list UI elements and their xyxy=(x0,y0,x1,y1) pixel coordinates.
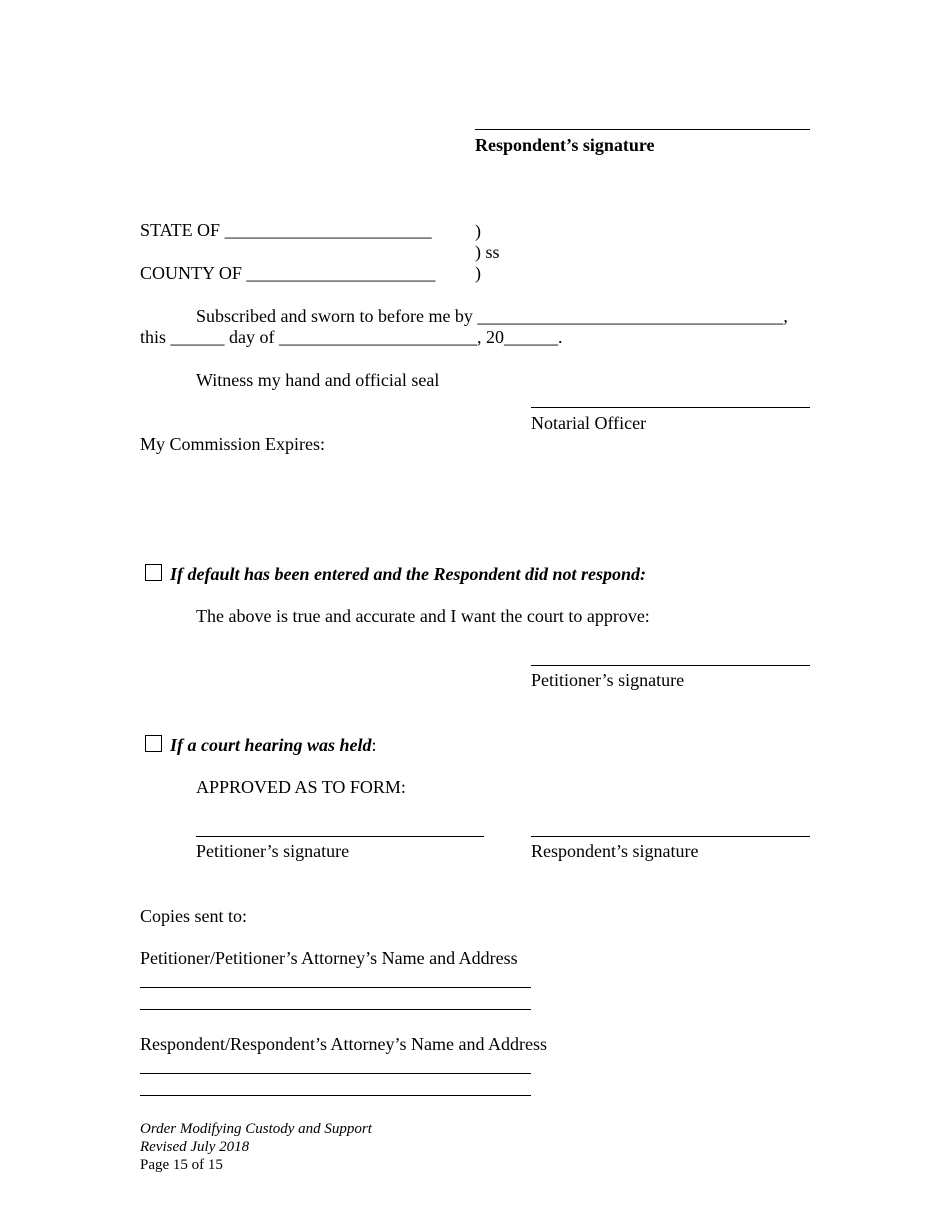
footer-revised: Revised July 2018 xyxy=(140,1139,250,1155)
state-of-field[interactable] xyxy=(140,219,432,241)
subscribed-sworn-line[interactable]: Subscribed and sworn to before me by __________________________________, xyxy=(196,306,788,326)
county-label: COUNTY OF xyxy=(140,263,242,283)
default-petitioner-signature-label: Petitioner’s signature xyxy=(531,670,685,690)
notary-signature-line[interactable] xyxy=(531,407,810,408)
state-blank: _______________________ xyxy=(224,220,432,240)
default-petitioner-signature-line[interactable] xyxy=(531,665,810,666)
respondent-address-line-1[interactable] xyxy=(140,1073,531,1074)
footer-page-number: Page 15 of 15 xyxy=(140,1157,223,1173)
hearing-respondent-signature-label: Respondent’s signature xyxy=(531,841,699,861)
default-heading: If default has been entered and the Respondent did not respond: xyxy=(170,564,647,584)
hearing-heading-colon: : xyxy=(371,735,377,755)
county-of-field[interactable] xyxy=(140,262,435,284)
hearing-petitioner-signature-label: Petitioner’s signature xyxy=(196,841,350,861)
petitioner-address-line-2[interactable] xyxy=(140,1009,531,1010)
copies-sent-to: Copies sent to: xyxy=(140,906,247,926)
petitioner-attorney-heading: Petitioner/Petitioner’s Attorney’s Name and Address xyxy=(140,948,518,968)
default-checkbox[interactable] xyxy=(145,564,162,581)
witness-statement: Witness my hand and official seal xyxy=(196,370,440,390)
respondent-signature-label: Respondent’s signature xyxy=(475,135,655,155)
hearing-checkbox[interactable] xyxy=(145,735,162,752)
commission-expires: My Commission Expires: xyxy=(140,434,326,454)
respondent-address-line-2[interactable] xyxy=(140,1095,531,1096)
day-of-line[interactable]: this ______ day of ______________________, 20______. xyxy=(140,327,563,347)
hearing-respondent-signature-line[interactable] xyxy=(531,836,810,837)
respondent-attorney-heading: Respondent/Respondent’s Attorney’s Name and Address xyxy=(140,1034,547,1054)
approved-as-to-form: APPROVED AS TO FORM: xyxy=(196,777,406,797)
hearing-petitioner-signature-line[interactable] xyxy=(196,836,484,837)
venue-paren-ss: ) ss xyxy=(475,242,500,262)
footer-doc-title: Order Modifying Custody and Support xyxy=(140,1121,372,1137)
default-statement: The above is true and accurate and I want the court to approve: xyxy=(196,606,650,626)
respondent-signature-line[interactable] xyxy=(475,129,810,130)
state-label: STATE OF xyxy=(140,220,221,240)
notary-label: Notarial Officer xyxy=(531,413,647,433)
petitioner-address-line-1[interactable] xyxy=(140,987,531,988)
venue-paren-3: ) xyxy=(475,263,481,283)
venue-paren-1: ) xyxy=(475,221,481,241)
county-blank: _____________________ xyxy=(246,263,436,283)
hearing-heading-text: If a court hearing was held xyxy=(170,735,372,755)
hearing-heading xyxy=(170,734,377,756)
